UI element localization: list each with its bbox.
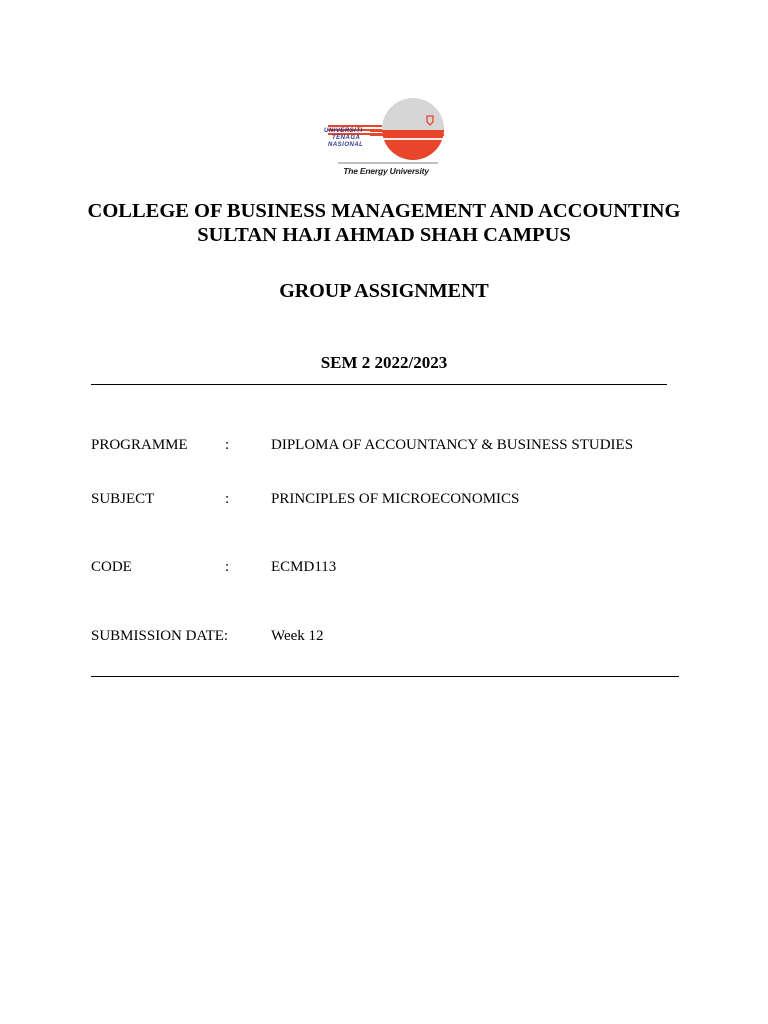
logo-tagline: The Energy University: [343, 166, 429, 176]
detail-row-programme: [0, 435, 768, 455]
detail-colon: :: [225, 437, 230, 453]
detail-label: SUBMISSION DATE:: [91, 628, 229, 644]
detail-value: Week 12: [271, 628, 324, 644]
detail-value: DIPLOMA OF ACCOUNTANCY & BUSINESS STUDIES: [271, 437, 634, 453]
detail-colon: :: [225, 559, 230, 575]
detail-value: PRINCIPLES OF MICROECONOMICS: [271, 491, 520, 507]
detail-colon: :: [225, 491, 230, 507]
semester-title: SEM 2 2022/2023: [320, 353, 448, 372]
logo-word-3: NASIONAL: [328, 142, 364, 148]
college-title: COLLEGE OF BUSINESS MANAGEMENT AND ACCOUNTING: [87, 200, 681, 222]
detail-label: CODE: [91, 559, 132, 575]
logo-word-1: UNIVERSITI: [324, 128, 363, 134]
university-logo: [318, 96, 444, 182]
detail-label: PROGRAMME: [91, 437, 188, 453]
detail-row-submission-date: [0, 626, 768, 646]
divider-bottom: [91, 676, 679, 677]
campus-title: SULTAN HAJI AHMAD SHAH CAMPUS: [197, 224, 571, 246]
detail-row-subject: [0, 489, 768, 509]
logo-word-2: TENAGA: [332, 135, 361, 141]
assignment-title: GROUP ASSIGNMENT: [279, 280, 489, 302]
detail-row-code: [0, 557, 768, 577]
detail-value: ECMD113: [271, 559, 337, 575]
detail-label: SUBJECT: [91, 491, 155, 507]
divider-top: [91, 384, 667, 385]
